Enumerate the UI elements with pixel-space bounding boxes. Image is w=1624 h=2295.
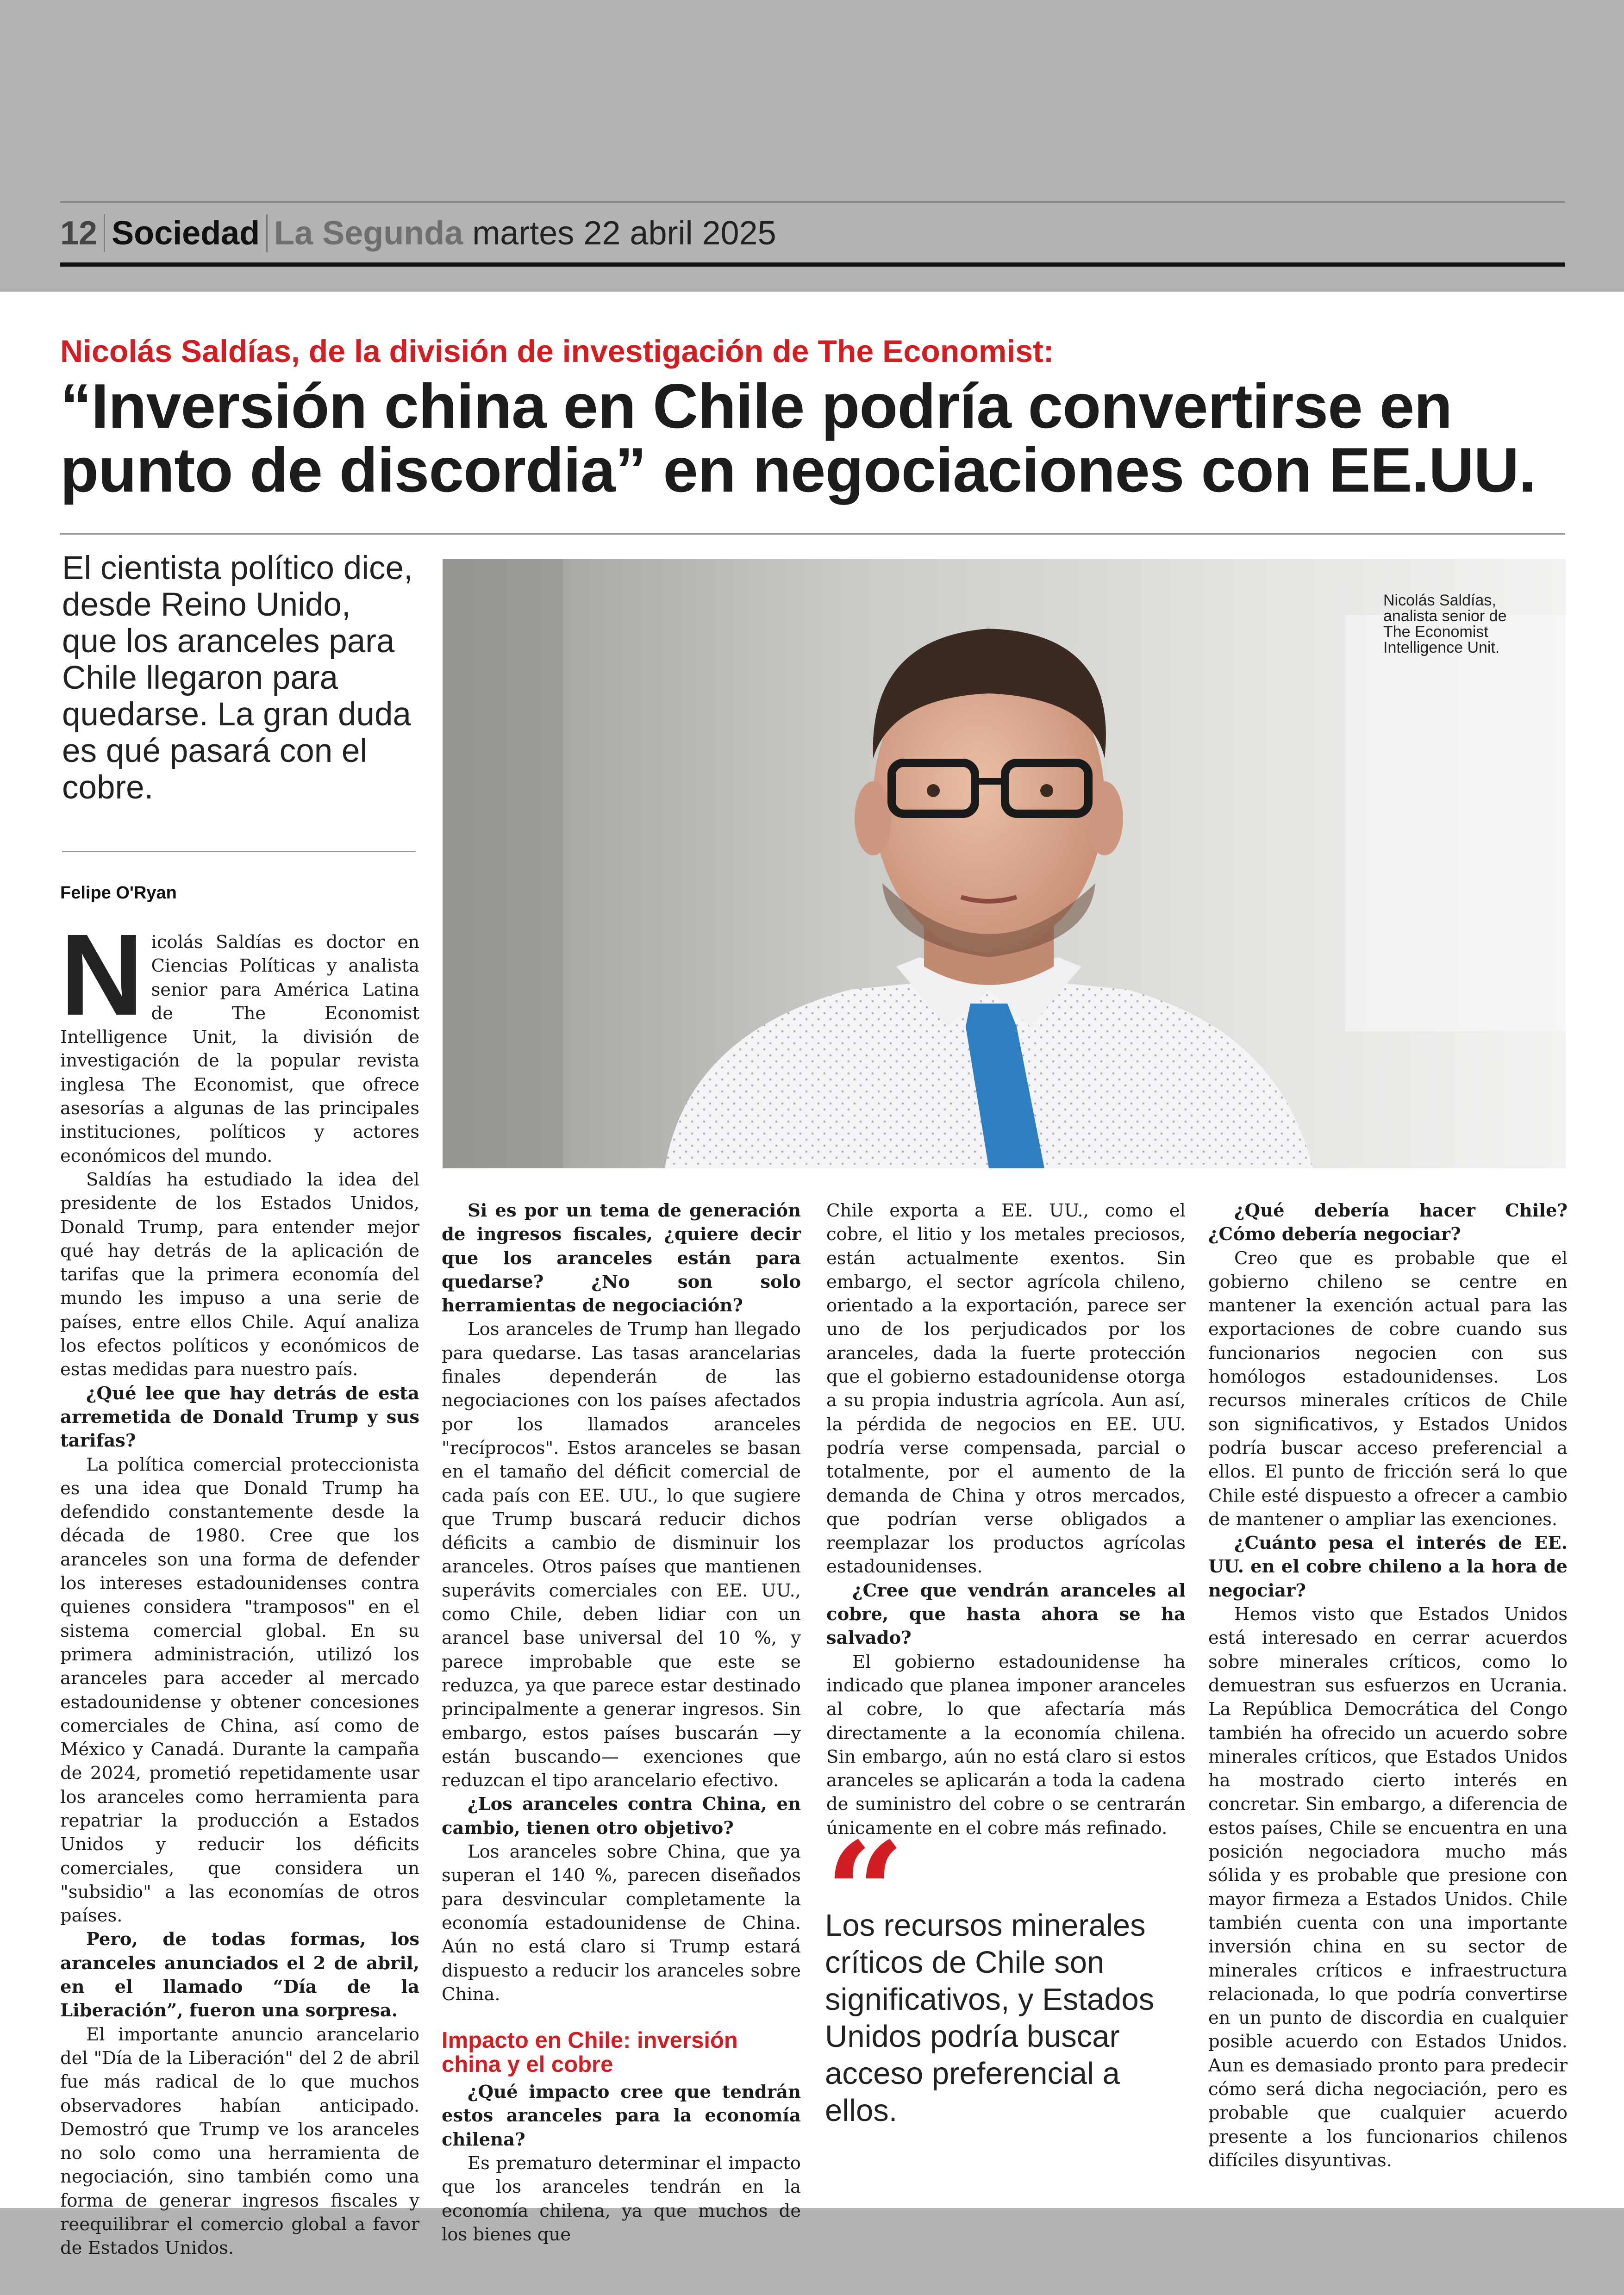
header-separator	[104, 214, 105, 252]
body-paragraph: Los aranceles sobre China, que ya superan el 140 %, parecen diseñados para desvincular completamente la economía estadounidense de China. Aún no está claro si Trump estará dispuesto a reducir los aranceles sobre China.	[442, 1841, 801, 2005]
body-paragraph: El gobierno estadounidense ha indicado que planea imponer aranceles al cobre, lo que afectaría más directamente a la economía chilena. Sin embargo, aún no está claro si estos aranceles se aplicarán a toda la cadena de suministro del cobre o se centrarán únicamente en el cobre más refinado.	[826, 1651, 1186, 1839]
byline: Felipe O'Ryan	[60, 883, 177, 903]
interview-question: Si es por un tema de generación de ingresos fiscales, ¿quiere decir que los aranceles están para quedarse? ¿No son solo herramientas de negociación?	[442, 1200, 801, 1316]
section-name: Sociedad	[112, 215, 260, 252]
article-column-4	[1208, 1199, 1568, 2172]
page-header	[60, 206, 776, 261]
pull-quote-mark: “	[825, 1811, 905, 1975]
lead-paragraph: Nicolás Saldías es doctor en Ciencias Políticas y analista senior para América Latina de The Economist Intelligence Unit, la división de investigación de la popular revista inglesa The Economist, que ofrece asesorías a algunas de las principales instituciones, políticos y actores económicos del mundo.	[60, 910, 419, 1166]
issue-date: martes 22 abril 2025	[472, 215, 776, 252]
article-column-1	[60, 910, 419, 2260]
body-paragraph: Los aranceles de Trump han llegado para quedarse. Las tasas arancelarias finales dependerán de las negociaciones con los países afectados por los llamados aranceles "recíprocos". Estos aranceles se basan en el tamaño del déficit comercial de cada país con EE. UU., lo que sugiere que Trump buscará reducir dichos déficits a cambio de disminuir los aranceles. Otros países que mantienen superávits comerciales con EE. UU., como Chile, deben lidiar con un arancel base universal del 10 %, y parece improbable que este se reduzca, ya que parece estar destinado principalmente a generar ingresos. Sin embargo, estos países buscarán —y están buscando— exenciones que reduzcan el tipo arancelario efectivo.	[442, 1319, 801, 1791]
body-paragraph: Hemos visto que Estados Unidos está interesado en cerrar acuerdos sobre minerales críticos, como lo demuestran sus esfuerzos en Ucrania. La República Democrática del Congo también ha ofrecido un acuerdo sobre minerales críticos, que Estados Unidos ha mostrado cierto interés en concretar. Sin embargo, a diferencia de estos países, Chile se encuentra en una posición negociadora mucho más sólida y es probable que presione con mayor firmeza a Estados Unidos. Chile también cuenta con una importante inversión china en su sector de minerales críticos e infraestructura relacionada, lo que podría convertirse en un punto de discordia en cualquier posible acuerdo con Estados Unidos. Aun es demasiado pronto para predecir cómo será dicha negociación, pero es probable que cualquier acuerdo presente a los funcionarios chilenos difíciles disyuntivas.	[1208, 1604, 1568, 2171]
headline-rule	[60, 533, 1565, 535]
header-top-rule	[60, 201, 1565, 203]
body-paragraph: Saldías ha estudiado la idea del presidente de los Estados Unidos, Donald Trump, para entender mejor qué hay detrás de la aplicación de tarifas que la primera economía del mundo les impuso a una serie de países, entre ellos Chile. Aquí analiza los efectos políticos y económicos de estas medidas para nuestro país.	[60, 1169, 419, 1380]
body-paragraph: Chile exporta a EE. UU., como el cobre, el litio y los metales preciosos, están actualmente exentos. Sin embargo, el sector agrícola chileno, orientado a la exportación, parece ser uno de los perjudicados por los aranceles, dada la fuerte protección que el gobierno estadounidense otorga a su propia industria agrícola. Aun así, la pérdida de negocios en EE. UU. podría verse compensada, parcial o totalmente, por el aumento de la demanda de China y otros mercados, que podrían verse obligados a reemplazar los productos agrícolas estadounidenses.	[826, 1200, 1186, 1578]
article-kicker: Nicolás Saldías, de la división de investigación de The Economist:	[60, 334, 1054, 369]
body-paragraph: Es prematuro determinar el impacto que los aranceles tendrán en la economía chilena, ya que muchos de los bienes que	[442, 2152, 801, 2245]
interview-question: ¿Qué debería hacer Chile? ¿Cómo debería negociar?	[1208, 1200, 1568, 1245]
page-number: 12	[60, 215, 98, 252]
header-bottom-rule	[60, 262, 1565, 267]
article-column-3	[826, 1199, 1186, 1840]
interview-question: Pero, de todas formas, los aranceles anunciados el 2 de abril, en el llamado “Día de la Liberación”, fueron una sorpresa.	[60, 1929, 419, 2021]
photo-caption: Nicolás Saldías, analista senior de The Economist Intelligence Unit.	[1383, 592, 1507, 656]
interview-question: ¿Cree que vendrán aranceles al cobre, que hasta ahora se ha salvado?	[826, 1580, 1186, 1649]
interview-question: ¿Qué lee que hay detrás de esta arremetida de Donald Trump y sus tarifas?	[60, 1383, 419, 1452]
deck-rule	[62, 851, 416, 852]
article-deck: El cientista político dice, desde Reino Unido, que los aranceles para Chile llegaron para quedarse. La gran duda es qué pasará con el cobre.	[62, 550, 413, 806]
interview-question: ¿Los aranceles contra China, en cambio, tienen otro objetivo?	[442, 1794, 801, 1839]
drop-cap: N	[60, 910, 144, 1039]
publication-name: La Segunda	[274, 215, 463, 252]
interview-question: ¿Qué impacto cree que tendrán estos aranceles para la economía chilena?	[442, 2082, 801, 2150]
interview-question: ¿Cuánto pesa el interés de EE. UU. en el cobre chileno a la hora de negociar?	[1208, 1533, 1568, 1601]
body-paragraph: La política comercial proteccionista es una idea que Donald Trump ha defendido constantemente desde la década de 1980. Cree que los aranceles son una forma de defender los intereses estadounidenses contra quienes considera "tramposos" en el sistema comercial global. En su primera administración, utilizó los aranceles para acceder al mercado estadounidense y obtener concesiones comerciales de China, así como de México y Canadá. Durante la campaña de 2024, prometió repetidamente usar los aranceles como herramienta para repatriar la producción a Estados Unidos y reducir los déficits comerciales, que considera un "subsidio" a las economías de otros países.	[60, 1454, 419, 1927]
subheading: Impacto en Chile: inversión china y el cobre	[442, 2028, 738, 2077]
header-separator	[266, 214, 268, 252]
body-paragraph: Creo que es probable que el gobierno chileno se centre en mantener la exención actual para las exportaciones de cobre cuando sus funcionarios negocien con sus homólogos estadounidenses. Los recursos minerales críticos de Chile son significativos, y Estados Unidos podría buscar acceso preferencial a ellos. El punto de fricción será lo que Chile esté dispuesto a ofrecer a cambio de mantener o ampliar las exenciones.	[1208, 1247, 1568, 1530]
article-headline: “Inversión china en Chile podría convertirse en punto de discordia” en negociaciones con EE.UU.	[60, 371, 1536, 505]
article-column-2	[442, 1199, 801, 2246]
body-paragraph: El importante anuncio arancelario del "Día de la Liberación" del 2 de abril fue más radical de lo que muchos observadores habían anticipado. Demostró que Trump ve los aranceles no solo como una herramienta de negociación, sino también como una forma de generar ingresos fiscales y reequilibrar el comercio global a favor de Estados Unidos.	[60, 2024, 419, 2259]
pull-quote: Los recursos minerales críticos de Chile son significativos, y Estados Unidos podría buscar acceso preferencial a ellos.	[825, 1908, 1155, 2128]
